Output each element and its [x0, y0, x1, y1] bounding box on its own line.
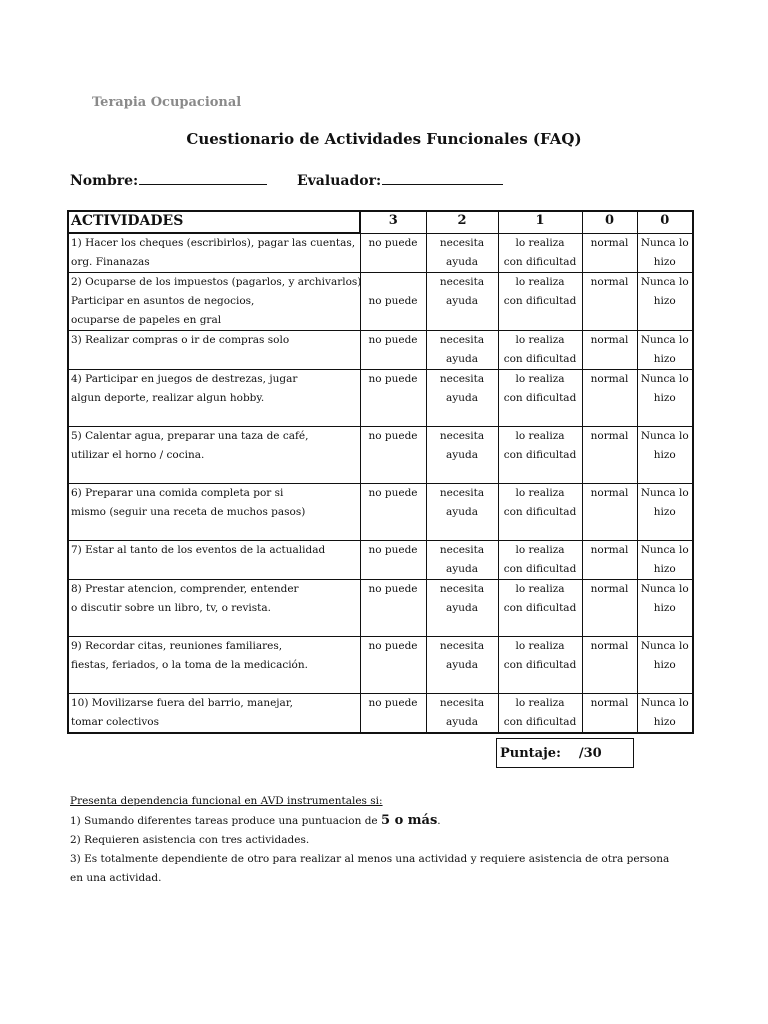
- option-text-line: no puede: [368, 544, 418, 556]
- option-nunca-lo-hizo[interactable]: [637, 637, 693, 694]
- option-text-line: hizo: [653, 295, 676, 307]
- option-text-line: ayuda: [446, 602, 478, 614]
- option-text-line: hizo: [653, 353, 676, 365]
- option-text-line: con dificultad: [503, 449, 577, 461]
- option-normal[interactable]: [582, 484, 637, 541]
- option-text-line: no puede: [368, 583, 418, 595]
- activity-description: [68, 694, 360, 734]
- option-text-line: normal: [590, 544, 629, 556]
- activity-text-line: 5) Calentar agua, preparar una taza de café,: [71, 430, 309, 442]
- option-necesita-ayuda[interactable]: [426, 370, 498, 427]
- activity-text-line: mismo (seguir una receta de muchos pasos): [71, 506, 306, 518]
- option-text-line: ayuda: [446, 506, 478, 518]
- table-row: [68, 273, 693, 331]
- option-text-line: ayuda: [446, 563, 478, 575]
- table-row: [68, 331, 693, 370]
- criteria-item-1: [70, 811, 669, 831]
- option-text-line: Nunca lo: [640, 697, 689, 709]
- option-con-dificultad[interactable]: [498, 331, 582, 370]
- option-text-line: hizo: [653, 449, 676, 461]
- option-no-puede[interactable]: [360, 427, 426, 484]
- option-text-line: necesita: [439, 640, 485, 652]
- option-text-line: con dificultad: [503, 602, 577, 614]
- activities-table: [67, 210, 694, 734]
- criteria-item-3-line-1: 3) Es totalmente dependiente de otro para realizar al menos una actividad y requiere asistencia de otra persona: [70, 853, 670, 865]
- score-total: /30: [578, 746, 602, 761]
- option-necesita-ayuda[interactable]: [426, 484, 498, 541]
- option-nunca-lo-hizo[interactable]: [637, 331, 693, 370]
- option-text-line: hizo: [653, 563, 676, 575]
- option-text-line: lo realiza: [515, 430, 565, 442]
- option-text-line: lo realiza: [515, 640, 565, 652]
- option-text-line: normal: [590, 236, 629, 249]
- option-nunca-lo-hizo[interactable]: [637, 427, 693, 484]
- evaluator-label: Evaluador:: [297, 173, 382, 189]
- activity-text-line: fiestas, feriados, o la toma de la medicación.: [71, 659, 308, 671]
- activity-description: [68, 637, 360, 694]
- option-normal[interactable]: [582, 637, 637, 694]
- table-row: [68, 370, 693, 427]
- option-text-line: con dificultad: [503, 353, 577, 365]
- option-text-line: no puede: [368, 640, 418, 652]
- option-text-line: Nunca lo: [640, 236, 689, 249]
- option-no-puede[interactable]: [360, 331, 426, 370]
- name-blank-line[interactable]: [139, 172, 267, 185]
- option-text-line: lo realiza: [515, 236, 565, 249]
- activity-text-line: 4) Participar en juegos de destrezas, jugar: [71, 373, 298, 385]
- option-text-line: Nunca lo: [640, 276, 689, 288]
- activity-text-line: ocuparse de papeles en gral: [71, 314, 222, 326]
- name-field: [70, 172, 267, 189]
- score-label: Puntaje:: [500, 746, 561, 761]
- name-label: Nombre:: [70, 173, 139, 189]
- option-text-line: con dificultad: [503, 716, 577, 728]
- option-nunca-lo-hizo[interactable]: [637, 541, 693, 580]
- activity-text-line: 9) Recordar citas, reuniones familiares,: [71, 640, 283, 652]
- option-necesita-ayuda[interactable]: [426, 273, 498, 331]
- option-no-puede[interactable]: [360, 233, 426, 273]
- option-con-dificultad[interactable]: [498, 637, 582, 694]
- option-text-line: Nunca lo: [640, 487, 689, 499]
- option-nunca-lo-hizo[interactable]: [637, 484, 693, 541]
- activity-text-line: 6) Preparar una comida completa por si: [71, 487, 284, 499]
- option-text-line: necesita: [439, 236, 485, 249]
- option-text-line: hizo: [653, 602, 676, 614]
- option-normal[interactable]: [582, 273, 637, 331]
- option-con-dificultad[interactable]: [498, 370, 582, 427]
- table-row: [68, 233, 693, 273]
- option-text-line: Nunca lo: [640, 544, 689, 556]
- option-con-dificultad[interactable]: [498, 484, 582, 541]
- activity-text-line: algun deporte, realizar algun hobby.: [71, 392, 265, 404]
- activity-text-line: utilizar el horno / cocina.: [71, 449, 205, 461]
- activity-text-line: 7) Estar al tanto de los eventos de la actualidad: [71, 544, 326, 556]
- option-text-line: hizo: [653, 255, 676, 268]
- option-nunca-lo-hizo[interactable]: [637, 580, 693, 637]
- option-text-line: lo realiza: [515, 276, 565, 288]
- option-text-line: necesita: [439, 373, 485, 385]
- organization-header: Terapia Ocupacional: [92, 95, 242, 110]
- activity-description: [68, 484, 360, 541]
- criteria-item-1-threshold: 5 o más: [381, 813, 438, 828]
- option-necesita-ayuda[interactable]: [426, 637, 498, 694]
- option-no-puede[interactable]: [360, 580, 426, 637]
- option-nunca-lo-hizo[interactable]: [637, 233, 693, 273]
- option-text-line: lo realiza: [515, 544, 565, 556]
- criteria-item-2: 2) Requieren asistencia con tres actividades.: [70, 834, 310, 846]
- option-text-line: normal: [590, 583, 629, 595]
- option-text-line: necesita: [439, 583, 485, 595]
- header-score-0-normal: 0: [582, 211, 637, 233]
- option-nunca-lo-hizo[interactable]: [637, 273, 693, 331]
- score-box: [496, 738, 634, 768]
- option-normal[interactable]: [582, 694, 637, 734]
- option-text-line: lo realiza: [515, 373, 565, 385]
- option-text-line: ayuda: [446, 392, 478, 404]
- option-text-line: no puede: [368, 236, 418, 249]
- option-normal[interactable]: [582, 233, 637, 273]
- option-text-line: con dificultad: [503, 563, 577, 575]
- activity-text-line: 10) Movilizarse fuera del barrio, manejar,: [71, 697, 294, 709]
- activity-text-line: tomar colectivos: [71, 716, 159, 728]
- evaluator-blank-line[interactable]: [382, 172, 503, 185]
- option-text-line: hizo: [653, 392, 676, 404]
- option-normal[interactable]: [582, 370, 637, 427]
- criteria-title: Presenta dependencia funcional en AVD instrumentales si:: [70, 795, 383, 807]
- option-text-line: Nunca lo: [640, 583, 689, 595]
- table-row: [68, 484, 693, 541]
- activity-description: [68, 331, 360, 370]
- option-no-puede[interactable]: [360, 370, 426, 427]
- option-normal[interactable]: [582, 331, 637, 370]
- option-text-line: hizo: [653, 716, 676, 728]
- option-con-dificultad[interactable]: [498, 541, 582, 580]
- option-text-line: hizo: [653, 659, 676, 671]
- activity-text-line: 8) Prestar atencion, comprender, entender: [71, 583, 299, 595]
- table-row: [68, 580, 693, 637]
- option-text-line: normal: [590, 640, 629, 652]
- option-no-puede[interactable]: [360, 694, 426, 734]
- option-necesita-ayuda[interactable]: [426, 580, 498, 637]
- option-text-line: hizo: [653, 506, 676, 518]
- option-text-line: ayuda: [446, 659, 478, 671]
- option-text-line: ayuda: [446, 353, 478, 365]
- option-con-dificultad[interactable]: [498, 694, 582, 734]
- option-text-line: necesita: [439, 544, 485, 556]
- option-text-line: ayuda: [446, 449, 478, 461]
- option-text-line: con dificultad: [503, 295, 577, 307]
- option-normal[interactable]: [582, 541, 637, 580]
- criteria-item-1-text: 1) Sumando diferentes tareas produce una puntuacion de: [70, 815, 381, 827]
- option-text-line: Nunca lo: [640, 334, 689, 346]
- activity-description: [68, 580, 360, 637]
- activity-description: [68, 233, 360, 273]
- option-text-line: no puede: [368, 697, 418, 709]
- activity-description: [68, 427, 360, 484]
- header-activities: ACTIVIDADES: [68, 211, 360, 233]
- option-text-line: no puede: [368, 295, 418, 307]
- option-text-line: normal: [590, 334, 629, 346]
- option-text-line: lo realiza: [515, 697, 565, 709]
- option-text-line: Nunca lo: [640, 430, 689, 442]
- option-con-dificultad[interactable]: [498, 580, 582, 637]
- option-normal[interactable]: [582, 427, 637, 484]
- option-necesita-ayuda[interactable]: [426, 233, 498, 273]
- option-con-dificultad[interactable]: [498, 273, 582, 331]
- option-text-line: necesita: [439, 334, 485, 346]
- option-text-line: normal: [590, 697, 629, 709]
- option-text-line: con dificultad: [503, 506, 577, 518]
- activity-description: [68, 541, 360, 580]
- option-text-line: lo realiza: [515, 487, 565, 499]
- option-text-line: necesita: [439, 276, 485, 288]
- activity-text-line: org. Finanazas: [71, 256, 150, 268]
- option-text-line: normal: [590, 430, 629, 442]
- header-score-3: 3: [360, 211, 426, 233]
- option-text-line: necesita: [439, 697, 485, 709]
- dependency-criteria: [70, 792, 669, 888]
- header-score-2: 2: [426, 211, 498, 233]
- option-text-line: necesita: [439, 430, 485, 442]
- table-row: [68, 637, 693, 694]
- option-text-line: ayuda: [446, 255, 478, 268]
- table-row: [68, 694, 693, 734]
- option-text-line: con dificultad: [503, 392, 577, 404]
- evaluator-field: [297, 172, 503, 189]
- option-necesita-ayuda[interactable]: [426, 541, 498, 580]
- activity-text-line: 2) Ocuparse de los impuestos (pagarlos, y archivarlos): [71, 276, 362, 288]
- option-no-puede[interactable]: [360, 484, 426, 541]
- table-row: [68, 541, 693, 580]
- option-no-puede[interactable]: [360, 273, 426, 331]
- option-text-line: no puede: [368, 430, 418, 442]
- activity-text-line: 3) Realizar compras o ir de compras solo: [71, 334, 290, 346]
- option-nunca-lo-hizo[interactable]: [637, 370, 693, 427]
- option-text-line: Nunca lo: [640, 640, 689, 652]
- option-normal[interactable]: [582, 580, 637, 637]
- option-text-line: lo realiza: [515, 583, 565, 595]
- criteria-item-1-end: .: [437, 815, 441, 827]
- option-no-puede[interactable]: [360, 541, 426, 580]
- option-con-dificultad[interactable]: [498, 427, 582, 484]
- activity-text-line: 1) Hacer los cheques (escribirlos), pagar las cuentas,: [71, 237, 356, 249]
- option-text-line: normal: [590, 487, 629, 499]
- activity-text-line: o discutir sobre un libro, tv, o revista.: [71, 602, 271, 614]
- option-necesita-ayuda[interactable]: [426, 694, 498, 734]
- option-necesita-ayuda[interactable]: [426, 331, 498, 370]
- table-row: [68, 427, 693, 484]
- criteria-item-3-line-2: en una actividad.: [70, 872, 162, 884]
- table-header-row: [68, 211, 693, 233]
- option-text-line: con dificultad: [503, 659, 577, 671]
- activity-text-line: Participar en asuntos de negocios,: [71, 295, 255, 307]
- option-text-line: ayuda: [446, 295, 478, 307]
- option-text-line: ayuda: [446, 716, 478, 728]
- option-text-line: [361, 273, 426, 292]
- option-no-puede[interactable]: [360, 637, 426, 694]
- document-title: Cuestionario de Actividades Funcionales (FAQ): [186, 130, 582, 148]
- option-con-dificultad[interactable]: [498, 233, 582, 273]
- activity-description: [68, 273, 360, 331]
- activity-description: [68, 370, 360, 427]
- option-text-line: normal: [590, 373, 629, 385]
- option-text-line: necesita: [439, 487, 485, 499]
- option-nunca-lo-hizo[interactable]: [637, 694, 693, 734]
- header-score-0-never: 0: [637, 211, 693, 233]
- option-text-line: no puede: [368, 487, 418, 499]
- option-text-line: normal: [590, 276, 629, 288]
- option-text-line: Nunca lo: [640, 373, 689, 385]
- header-score-1: 1: [498, 211, 582, 233]
- option-text-line: no puede: [368, 334, 418, 346]
- option-text-line: lo realiza: [515, 334, 565, 346]
- option-necesita-ayuda[interactable]: [426, 427, 498, 484]
- option-text-line: no puede: [368, 373, 418, 385]
- option-text-line: con dificultad: [503, 255, 577, 268]
